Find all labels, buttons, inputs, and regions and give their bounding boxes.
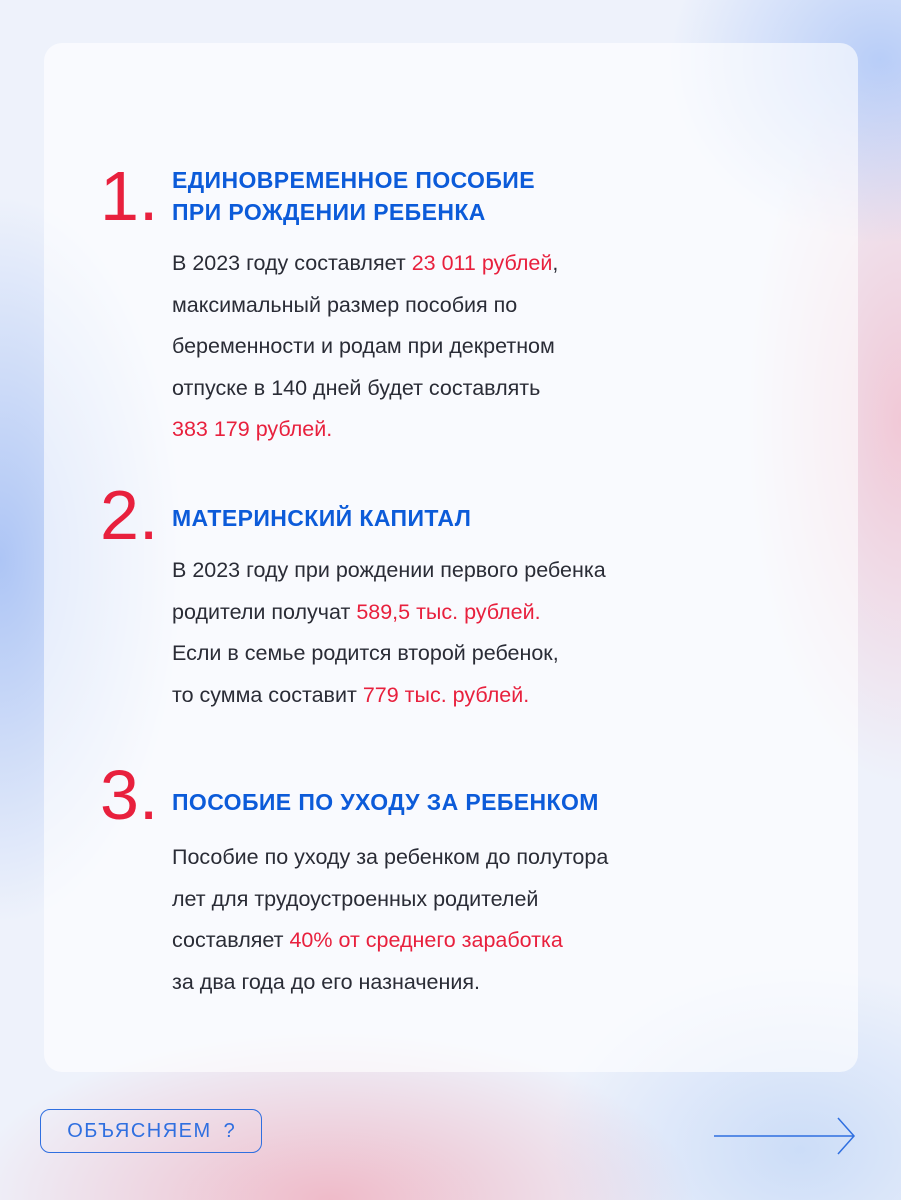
- body-text: беременности и родам при декретном: [172, 334, 555, 358]
- section-body: [172, 550, 792, 716]
- body-text: то сумма составит: [172, 682, 363, 707]
- body-text: Пособие по уходу за ребенком до полутора: [172, 845, 609, 869]
- section-title-line: ЕДИНОВРЕМЕННОЕ ПОСОБИЕ: [172, 167, 535, 193]
- body-text: за два года до его назначения.: [172, 969, 480, 994]
- section-body: [172, 837, 792, 1003]
- body-line: [172, 285, 792, 327]
- body-text: отпуске в 140 дней будет составлять: [172, 375, 541, 400]
- body-text: В 2023 году составляет: [172, 251, 412, 275]
- body-line: [172, 243, 792, 285]
- body-line: [172, 879, 792, 921]
- body-line: [172, 962, 792, 1004]
- section-title-line: ПОСОБИЕ ПО УХОДУ ЗА РЕБЕНКОМ: [172, 789, 599, 815]
- highlight-text: 23 011 рублей: [411, 251, 553, 275]
- body-line: [172, 675, 792, 717]
- body-text: Если в семье родится второй ребенок,: [172, 641, 559, 665]
- section-2: [100, 476, 800, 720]
- body-line: [172, 550, 792, 592]
- body-line: [172, 920, 792, 962]
- section-body: [172, 243, 792, 451]
- section-1: [100, 157, 800, 461]
- highlight-text: 383 179 рублей.: [172, 417, 333, 441]
- section-number: 1.: [100, 157, 159, 235]
- highlight-text: 40% от среднего заработка: [289, 928, 563, 952]
- badge-label: ОБЪЯСНЯЕМ: [67, 1119, 212, 1142]
- section-title: [172, 164, 535, 228]
- section-title-line: МАТЕРИНСКИЙ КАПИТАЛ: [172, 505, 472, 531]
- highlight-text: 779 тыс. рублей.: [362, 682, 530, 707]
- explain-badge[interactable]: [40, 1109, 262, 1153]
- body-line: [172, 409, 792, 451]
- body-text: составляет: [172, 928, 290, 952]
- body-line: [172, 368, 792, 410]
- section-number: 3.: [100, 756, 159, 834]
- section-title: [172, 786, 599, 818]
- section-number: 2.: [100, 476, 159, 554]
- arrow-right-icon[interactable]: [714, 1114, 859, 1158]
- highlight-text: 589,5 тыс. рублей.: [356, 599, 541, 624]
- body-text: родители получат: [172, 599, 357, 624]
- body-text: лет для трудоустроенных родителей: [172, 886, 539, 911]
- body-text: В 2023 году при рождении первого ребенка: [172, 558, 606, 582]
- question-icon: ?: [223, 1119, 235, 1142]
- body-line: [172, 837, 792, 879]
- section-title: [172, 502, 471, 534]
- body-line: [172, 592, 792, 634]
- body-text: ,: [552, 251, 559, 275]
- body-text: максимальный размер пособия по: [172, 292, 518, 317]
- section-3: [100, 756, 800, 1000]
- body-line: [172, 326, 792, 368]
- body-line: [172, 633, 792, 675]
- section-title-line: ПРИ РОЖДЕНИИ РЕБЕНКА: [172, 199, 486, 225]
